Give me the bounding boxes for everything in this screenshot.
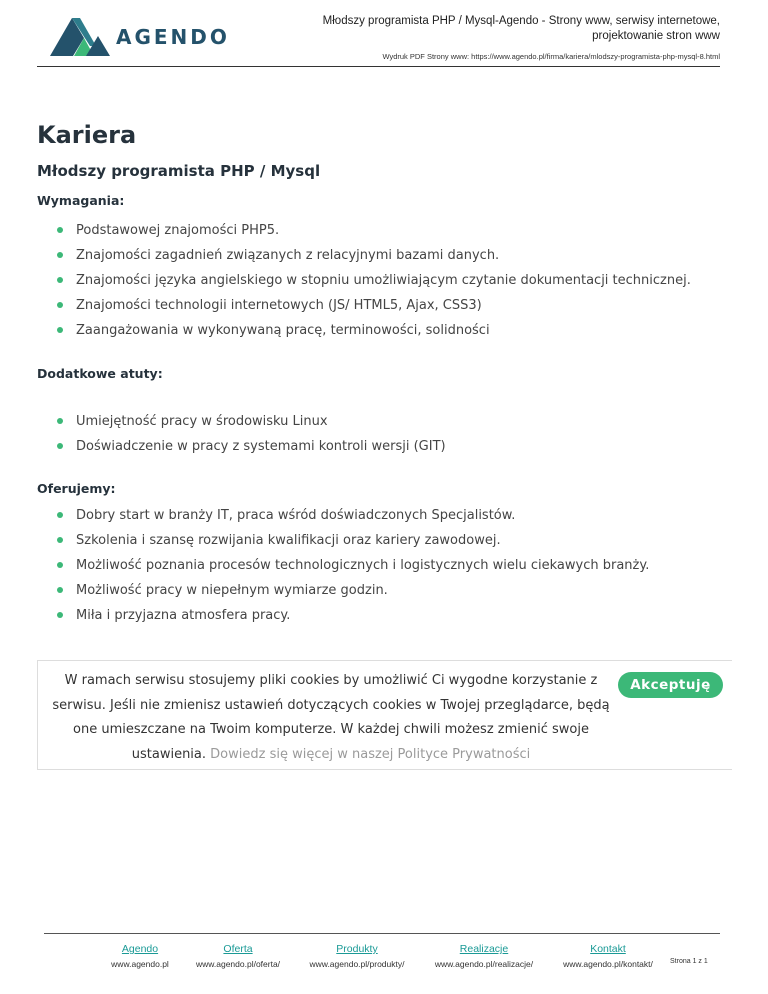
footer-link-realizacje[interactable]: Realizacje (459, 943, 509, 955)
bullet-icon (57, 443, 63, 449)
list-item: Znajomości języka angielskiego w stopniu umożliwiającym czytanie dokumentacji technicznej. (37, 268, 727, 293)
bullet-icon (57, 252, 63, 258)
bullet-icon (57, 612, 63, 618)
bullet-icon (57, 537, 63, 543)
footer-url: www.agendo.pl (111, 959, 169, 969)
footer-url: www.agendo.pl/kontakt/ (563, 959, 653, 969)
list-item: Możliwość pracy w niepełnym wymiarze godzin. (37, 578, 727, 603)
cookie-message (46, 669, 616, 767)
footer-link-kontakt[interactable]: Kontakt (590, 943, 626, 955)
cookie-banner (37, 660, 732, 770)
list-item: Znajomości zagadnień związanych z relacyjnymi bazami danych. (37, 243, 727, 268)
list-item: Dobry start w branży IT, praca wśród doświadczonych Specjalistów. (37, 503, 727, 528)
footer-url: www.agendo.pl/produkty/ (309, 959, 405, 969)
bullet-icon (57, 562, 63, 568)
list-item: Podstawowej znajomości PHP5. (37, 218, 727, 243)
agendo-logo-icon (50, 18, 112, 56)
list-item: Doświadczenie w pracy z systemami kontroli wersji (GIT) (37, 434, 727, 459)
bullet-icon (57, 418, 63, 424)
list-item: Zaangażowania w wykonywaną pracę, terminowości, solidności (37, 318, 727, 343)
bullet-icon (57, 302, 63, 308)
page-title: Kariera (37, 121, 137, 149)
header-divider (37, 66, 720, 67)
footer-col-produkty (292, 942, 422, 971)
section-title-extras: Dodatkowe atuty: (37, 366, 163, 381)
print-url: Wydruk PDF Strony www: https://www.agendo.pl/firma/kariera/mlodszy-programista-php-mysql-8.html (382, 52, 720, 61)
section-title-offer: Oferujemy: (37, 481, 116, 496)
bullet-icon (57, 327, 63, 333)
list-item: Możliwość poznania procesów technologicznych i logistycznych wielu ciekawych branży. (37, 553, 727, 578)
cookie-text: W ramach serwisu stosujemy pliki cookies by umożliwić Ci wygodne korzystanie z serwisu. Jeśli nie zmienisz ustawień dotyczących cookies w Twojej przeglądarce, będą one umieszczane na Twoim komputerze. W każdej chwili możesz zmienić swoje ustawienia. (52, 673, 610, 762)
bullet-icon (57, 277, 63, 283)
requirements-list (37, 218, 727, 343)
main-content (37, 118, 727, 628)
footer-url: www.agendo.pl/oferta/ (195, 959, 281, 969)
agendo-logo[interactable] (50, 18, 230, 56)
privacy-policy-link[interactable]: Dowiedz się więcej w naszej Polityce Prywatności (210, 746, 531, 762)
footer-col-realizacje (419, 942, 549, 971)
job-title: Młodszy programista PHP / Mysql (37, 162, 321, 180)
extras-list (37, 409, 727, 459)
list-item: Miła i przyjazna atmosfera pracy. (37, 603, 727, 628)
footer-divider (44, 933, 720, 934)
document-title: Młodszy programista PHP / Mysql-Agendo - Strony www, serwisy internetowe, projektowanie stron www (322, 15, 720, 42)
section-title-requirements: Wymagania: (37, 193, 125, 208)
footer-col-kontakt (543, 942, 673, 971)
logo-text: AGENDO (116, 25, 230, 49)
list-item: Znajomości technologii internetowych (JS/ HTML5, Ajax, CSS3) (37, 293, 727, 318)
accept-cookies-button[interactable]: Akceptuję (618, 672, 723, 698)
footer-url: www.agendo.pl/realizacje/ (434, 959, 534, 969)
footer-link-produkty[interactable]: Produkty (336, 943, 378, 955)
page-number: Strona 1 z 1 (670, 958, 708, 965)
offer-list (37, 503, 727, 628)
list-item: Szkolenia i szansę rozwijania kwalifikacji oraz kariery zawodowej. (37, 528, 727, 553)
footer-col-oferta (173, 942, 303, 971)
list-item: Umiejętność pracy w środowisku Linux (37, 409, 727, 434)
bullet-icon (57, 227, 63, 233)
page-header (0, 0, 768, 70)
footer-link-oferta[interactable]: Oferta (223, 943, 253, 955)
bullet-icon (57, 587, 63, 593)
bullet-icon (57, 512, 63, 518)
footer-link-agendo[interactable]: Agendo (121, 943, 159, 955)
